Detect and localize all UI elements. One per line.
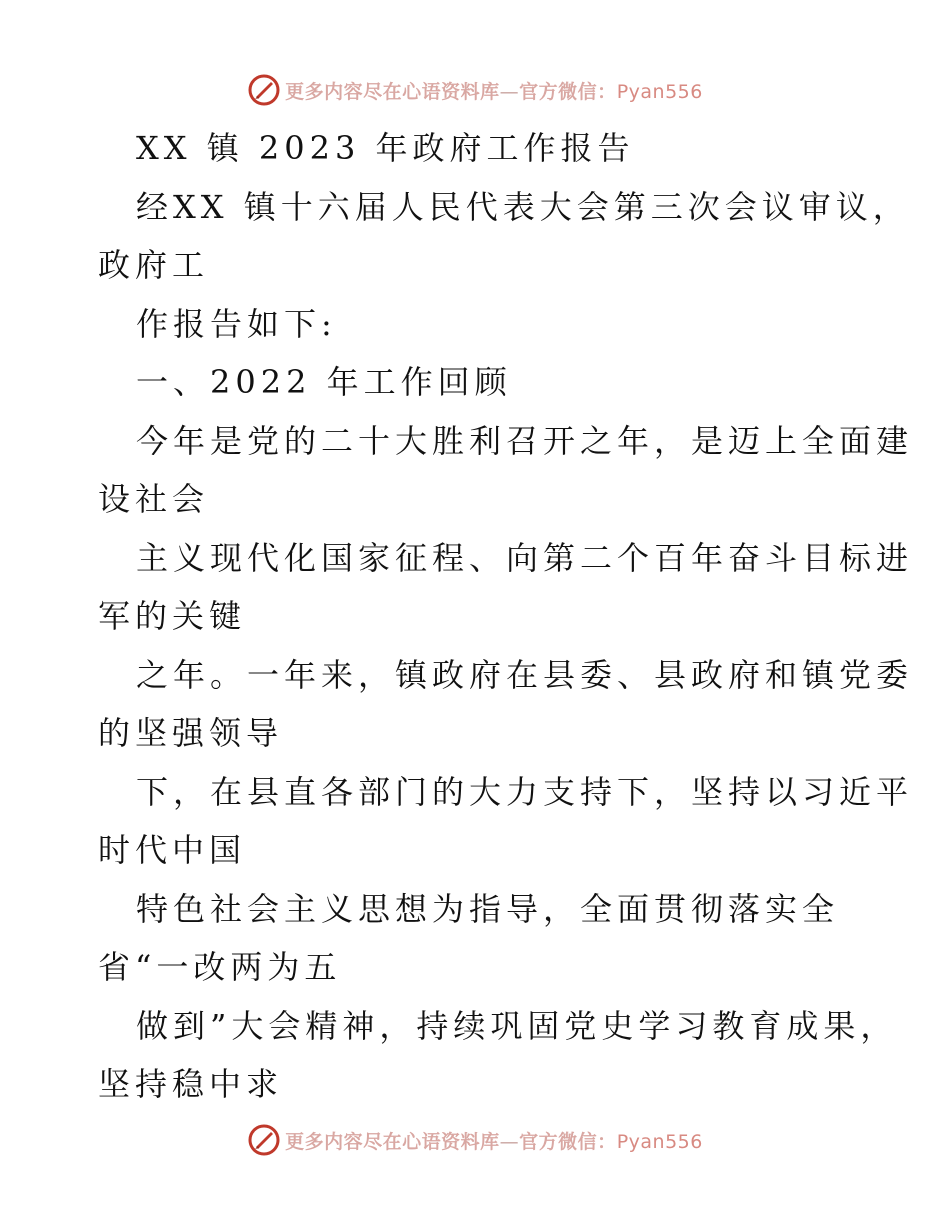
- text-line: 时代中国: [98, 831, 247, 869]
- watermark-text: 更多内容尽在心语资料库—官方微信：Pyan556: [285, 1130, 703, 1153]
- text-line: 军的关键: [98, 597, 247, 635]
- watermark-text: 更多内容尽在心语资料库—官方微信：Pyan556: [285, 80, 703, 103]
- document-title: XX 镇 2023 年政府工作报告: [136, 129, 635, 167]
- section-heading: 一、2022 年工作回顾: [136, 363, 512, 401]
- text-line: 经XX 镇十六届人民代表大会第三次会议审议，: [136, 187, 910, 226]
- text-line: 今年是党的二十大胜利召开之年，是迈上全面建: [136, 421, 914, 460]
- footer-watermark: [0, 1120, 950, 1160]
- text-line: 之年。一年来，镇政府在县委、县政府和镇党委: [136, 655, 914, 694]
- text-line: 做到”大会精神，持续巩固党史学习教育成果，: [136, 1006, 898, 1045]
- text-line: 下，在县直各部门的大力支持下，坚持以习近平: [136, 772, 914, 811]
- header-watermark: [0, 70, 950, 110]
- text-line: 的坚强领导: [98, 714, 284, 752]
- text-line: 作报告如下:: [136, 304, 337, 343]
- text-line: 特色社会主义思想为指导，全面贯彻落实全: [136, 889, 840, 928]
- text-line: 坚持稳中求: [98, 1065, 284, 1103]
- text-line: 设社会: [98, 480, 210, 518]
- text-line: 省“一改两为五: [98, 948, 342, 986]
- document-body: [98, 119, 914, 1114]
- quill-seal-icon: [247, 1123, 281, 1157]
- text-line: 主义现代化国家征程、向第二个百年奋斗目标进: [136, 538, 914, 577]
- text-line: 政府工: [98, 246, 210, 284]
- quill-seal-icon: [247, 73, 281, 107]
